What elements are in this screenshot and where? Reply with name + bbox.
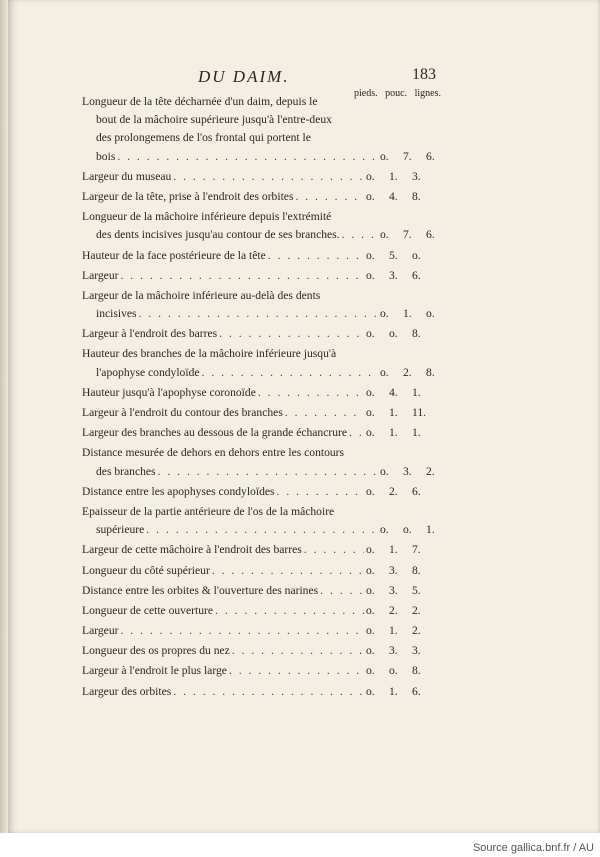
dot-leader [173, 683, 364, 701]
value-feet: o. [366, 248, 375, 262]
entry-line [82, 287, 442, 305]
entry-text: Longueur de cette ouverture [82, 603, 214, 617]
value-feet: o. [366, 603, 375, 617]
entry-values [366, 483, 434, 501]
entry-values [366, 562, 434, 580]
value-lines: 11. [412, 406, 427, 419]
entry-text: incisives [96, 307, 137, 321]
dot-leader [258, 384, 364, 402]
value-feet: o. [366, 624, 375, 638]
dot-leader [202, 364, 378, 382]
dot-leader [212, 562, 364, 580]
value-inches: 5. [389, 248, 398, 262]
measurement-entry [82, 541, 442, 559]
entry-line [82, 188, 434, 206]
entry-line [82, 267, 434, 285]
entry-text: Largeur du museau [82, 169, 172, 183]
value-lines: 6. [412, 684, 421, 698]
value-inches: 7. [403, 228, 412, 242]
entry-line [82, 602, 434, 620]
entry-line [82, 208, 442, 226]
value-lines: 6. [412, 484, 421, 498]
dot-leader [139, 305, 378, 323]
entry-text: Largeur de cette mâchoire à l'endroit des barres [82, 543, 302, 557]
measurement-entry [82, 503, 442, 539]
entry-text: Largeur des branches au dessous de la grande échancrure [82, 426, 348, 440]
entry-text: Largeur à l'endroit des barres [82, 327, 218, 341]
measurement-entry [82, 424, 442, 442]
value-feet: o. [380, 365, 389, 379]
measurement-entry [82, 562, 442, 580]
measurement-entry [82, 622, 442, 640]
entry-line [82, 364, 448, 382]
value-feet: o. [366, 484, 375, 498]
value-feet: o. [380, 149, 389, 163]
value-inches: o. [389, 327, 398, 341]
measurement-entry [82, 345, 442, 381]
value-inches: 1. [389, 624, 398, 638]
measurement-entry [82, 642, 442, 660]
entry-values [366, 188, 434, 206]
dot-leader [268, 247, 364, 265]
measurement-entry [82, 208, 442, 244]
entry-values [366, 683, 434, 701]
value-feet: o. [380, 523, 389, 537]
entry-values [380, 463, 448, 481]
entry-values [366, 662, 434, 680]
value-lines: 2. [412, 603, 421, 617]
entry-values [380, 364, 448, 382]
column-header-feet: pieds. [354, 88, 378, 99]
measurement-list [82, 93, 442, 703]
value-lines: 3. [412, 644, 421, 658]
entry-text: des branches [96, 464, 156, 478]
value-lines: 6. [426, 228, 435, 242]
measurement-entry [82, 444, 442, 480]
value-inches: 1. [403, 307, 412, 321]
entry-text: Distance entre les apophyses condyloïdes [82, 484, 275, 498]
value-feet: o. [366, 426, 375, 440]
dot-leader [146, 521, 378, 539]
entry-line [82, 93, 442, 111]
entry-line [82, 662, 434, 680]
dot-leader [117, 148, 378, 166]
entry-line [82, 129, 442, 147]
value-lines: 6. [412, 268, 421, 282]
value-inches: 2. [389, 603, 398, 617]
value-lines: 7. [412, 543, 421, 557]
entry-text: Distance entre les orbites & l'ouverture des narines [82, 583, 319, 597]
value-feet: o. [366, 543, 375, 557]
value-lines: 8. [412, 327, 421, 341]
measurement-entry [82, 168, 442, 186]
running-head: DU DAIM. [198, 67, 290, 86]
entry-values [380, 226, 448, 244]
value-lines: o. [426, 307, 435, 321]
page-number: 183 [412, 66, 436, 83]
value-feet: o. [366, 406, 375, 419]
value-lines: 1. [412, 385, 421, 399]
entry-values [366, 642, 434, 660]
entry-line [82, 444, 442, 462]
entry-text: Largeur de la mâchoire inférieure au-delà des dents [82, 288, 321, 302]
entry-values [366, 168, 434, 186]
entry-values [366, 424, 434, 442]
value-lines: 1. [426, 523, 435, 537]
entry-text: Distance mesurée de dehors en dehors entre les contours [82, 446, 345, 460]
entry-text: Longueur de la mâchoire inférieure depuis l'extrémité [82, 210, 332, 224]
value-inches: 3. [389, 583, 398, 597]
entry-text: Largeur [82, 268, 119, 282]
entry-text: Longueur du côté supérieur [82, 563, 210, 577]
measurement-entry [82, 582, 442, 600]
value-inches: 2. [389, 484, 398, 498]
value-inches: 4. [389, 189, 398, 203]
entry-values [366, 582, 434, 600]
dot-leader [229, 662, 364, 680]
value-inches: 1. [389, 543, 398, 557]
entry-text: l'apophyse condyloïde [96, 365, 200, 379]
column-header-inches: pouc. [385, 88, 408, 99]
entry-text: bois [96, 149, 116, 163]
entry-line [82, 541, 434, 559]
dot-leader [158, 463, 378, 481]
value-feet: o. [366, 189, 375, 203]
value-lines: 8. [412, 189, 421, 203]
value-inches: 1. [389, 426, 398, 440]
page-spine-shadow [0, 0, 8, 833]
entry-values [366, 384, 434, 402]
entry-line [82, 384, 434, 402]
entry-values [366, 325, 434, 343]
dot-leader [349, 424, 364, 442]
entry-values [366, 267, 434, 285]
value-feet: o. [380, 464, 389, 478]
entry-text: des prolongemens de l'os frontal qui portent le [96, 131, 311, 145]
value-inches: 1. [389, 406, 398, 419]
measurement-entry [82, 93, 442, 166]
value-lines: 5. [412, 583, 421, 597]
value-lines: 8. [426, 365, 435, 379]
dot-leader [295, 188, 364, 206]
entry-text: Hauteur des branches de la mâchoire inférieure jusqu'à [82, 347, 337, 361]
value-inches: o. [403, 523, 412, 537]
entry-text: Hauteur jusqu'à l'apophyse coronoïde [82, 385, 256, 399]
entry-line [82, 247, 434, 265]
value-feet: o. [366, 563, 375, 577]
value-inches: 1. [389, 169, 398, 183]
entry-text: bout de la mâchoire supérieure jusqu'à l'entre-deux [96, 113, 332, 127]
dot-leader [304, 541, 364, 559]
source-credit: Source gallica.bnf.fr / AU [472, 842, 594, 854]
dot-leader [342, 226, 378, 244]
entry-line [82, 582, 434, 600]
value-inches: 7. [403, 149, 412, 163]
measurement-entry [82, 683, 442, 701]
measurement-entry [82, 325, 442, 343]
dot-leader [285, 404, 364, 422]
entry-line [82, 562, 434, 580]
entry-text: Largeur des orbites [82, 684, 172, 698]
dot-leader [215, 602, 364, 620]
value-feet: o. [380, 228, 389, 242]
entry-line [82, 111, 442, 129]
value-feet: o. [380, 307, 389, 321]
value-inches: 4. [389, 385, 398, 399]
value-lines: o. [412, 248, 421, 262]
entry-text: supérieure [96, 523, 145, 537]
value-lines: 8. [412, 664, 421, 678]
measurement-entry [82, 188, 442, 206]
entry-line [82, 404, 434, 422]
value-feet: o. [366, 684, 375, 698]
value-inches: 1. [389, 684, 398, 698]
entry-line [82, 521, 448, 539]
entry-line [82, 325, 434, 343]
entry-line [82, 463, 448, 481]
value-feet: o. [366, 583, 375, 597]
entry-text: Largeur à l'endroit du contour des branches [82, 406, 283, 419]
measurement-entry [82, 662, 442, 680]
value-feet: o. [366, 385, 375, 399]
scanned-page [8, 0, 600, 833]
value-lines: 2. [426, 464, 435, 478]
entry-values [380, 521, 448, 539]
entry-text: des dents incisives jusqu'au contour de ses branches. [96, 228, 340, 242]
entry-line [82, 622, 434, 640]
value-feet: o. [366, 664, 375, 678]
dot-leader [120, 267, 364, 285]
entry-line [82, 483, 434, 501]
dot-leader [320, 582, 364, 600]
dot-leader [277, 483, 364, 501]
measurement-entry [82, 267, 442, 285]
entry-values [366, 541, 434, 559]
entry-values [366, 622, 434, 640]
entry-values [366, 247, 434, 265]
entry-line [82, 305, 448, 323]
measurement-entry [82, 483, 442, 501]
value-inches: 3. [389, 644, 398, 658]
value-inches: o. [389, 664, 398, 678]
entry-values [380, 148, 448, 166]
value-lines: 2. [412, 624, 421, 638]
dot-leader [120, 622, 364, 640]
entry-line [82, 168, 434, 186]
value-lines: 3. [412, 169, 421, 183]
entry-values [366, 602, 434, 620]
entry-text: Hauteur de la face postérieure de la tête [82, 248, 266, 262]
entry-line [82, 148, 448, 166]
measurement-entry [82, 404, 442, 422]
entry-text: Longueur des os propres du nez [82, 644, 230, 658]
value-inches: 2. [403, 365, 412, 379]
entry-values [366, 404, 434, 422]
value-feet: o. [366, 644, 375, 658]
entry-text: Largeur à l'endroit le plus large [82, 664, 227, 678]
entry-line [82, 226, 448, 244]
value-lines: 1. [412, 426, 421, 440]
dot-leader [232, 642, 364, 660]
measurement-entry [82, 384, 442, 402]
value-feet: o. [366, 327, 375, 341]
measurement-entry [82, 287, 442, 323]
value-inches: 3. [389, 563, 398, 577]
column-header-lines: lignes. [414, 88, 441, 99]
dot-leader [173, 168, 364, 186]
value-inches: 3. [389, 268, 398, 282]
entry-text: Epaisseur de la partie antérieure de l'os de la mâchoire [82, 504, 335, 518]
entry-text: Longueur de la tête décharnée d'un daim, depuis le [82, 95, 318, 108]
measurement-entry [82, 247, 442, 265]
value-lines: 6. [426, 149, 435, 163]
entry-text: Largeur [82, 624, 119, 638]
entry-values [380, 305, 448, 323]
measurement-entry [82, 602, 442, 620]
entry-line [82, 424, 434, 442]
value-feet: o. [366, 169, 375, 183]
dot-leader [219, 325, 364, 343]
entry-line [82, 683, 434, 701]
entry-line [82, 642, 434, 660]
value-feet: o. [366, 268, 375, 282]
entry-line [82, 503, 442, 521]
value-inches: 3. [403, 464, 412, 478]
value-lines: 8. [412, 563, 421, 577]
entry-line [82, 345, 442, 363]
entry-text: Largeur de la tête, prise à l'endroit des orbites [82, 189, 294, 203]
